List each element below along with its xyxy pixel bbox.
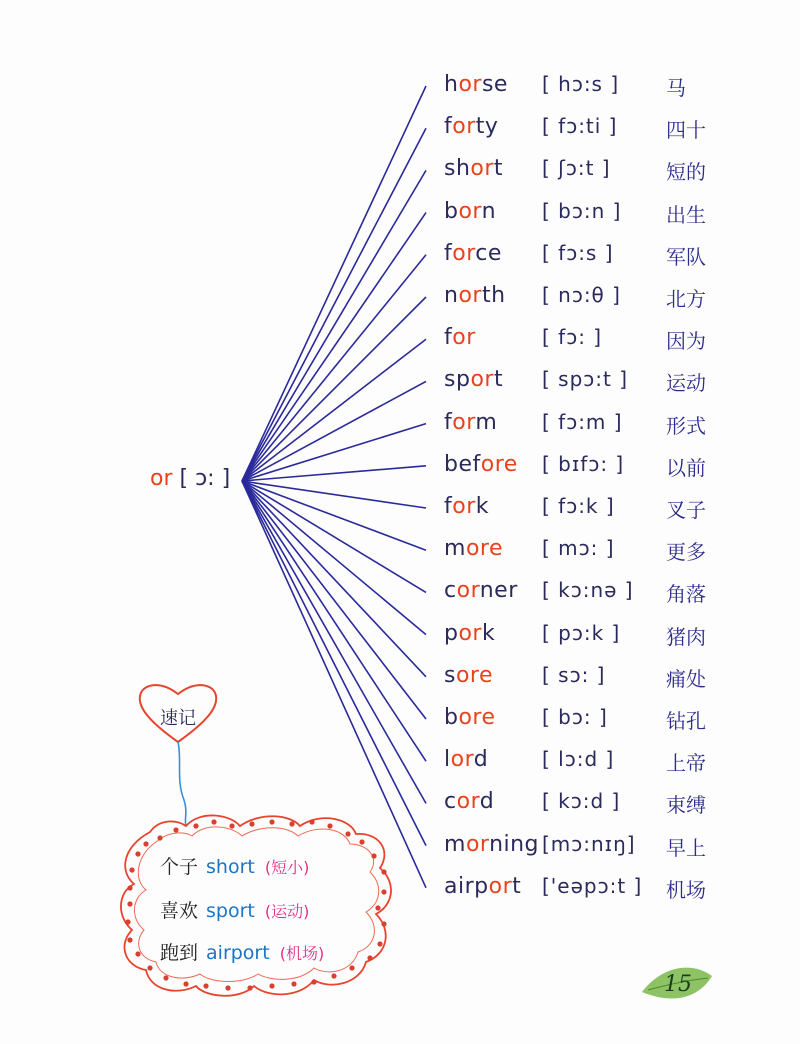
word-highlight: or [458,72,482,97]
word-part: n [444,283,459,308]
phonetic: [ nɔ:θ ] [542,283,621,307]
word-part: sh [444,156,471,182]
memo-pre: 个子 [160,856,199,878]
word-part: sp [444,367,471,393]
phonetic: [ bɔ: ] [542,705,608,729]
word-part: t [512,873,522,899]
phonetic: [ kɔ:nə ] [542,578,634,603]
chinese-meaning: 更多 [666,540,706,565]
chinese-meaning: 北方 [666,287,706,311]
phonetic: ['eəpɔ:t ] [542,873,643,898]
word-part: k [481,620,496,646]
chinese-meaning: 痛处 [666,666,706,691]
memo-paren: (机场) [279,944,325,963]
chinese-meaning: 上帝 [666,751,706,776]
phonetic: [ hɔ:s ] [542,72,620,96]
phonetic: [ lɔ:d ] [542,747,615,772]
word-part: m [444,536,466,562]
word-part: ty [475,114,499,140]
phonetic: [ sɔ: ] [542,662,606,687]
word-part: c [444,789,457,815]
word-part: m [475,409,498,435]
memo-en: short [206,856,255,878]
word-highlight: or [470,156,494,182]
word-highlight: or [450,747,474,773]
phonetic: [ bɪfɔ: ] [542,451,625,476]
word-part: l [444,747,451,773]
chinese-meaning: 以前 [666,455,706,480]
phonetic: [ fɔ:s ] [542,240,614,265]
phonetic: [ fɔ:ti ] [542,114,618,139]
phonetic: [ ʃɔ:t ] [542,156,611,181]
memo-line-2 [160,896,309,923]
hub-word: or [150,466,173,491]
word-part: f [444,494,453,519]
word-part: t [493,156,504,182]
word-highlight: ore [455,662,494,688]
heart-string-icon [178,742,186,826]
memo-line-3 [160,938,324,965]
word-part: b [444,198,459,224]
phonetic: [mɔ:nɪŋ] [542,831,636,856]
chinese-meaning: 形式 [666,413,706,438]
chinese-meaning: 马 [666,76,686,100]
phonetic: [ fɔ: ] [542,325,603,350]
word-highlight: or [452,114,476,140]
phonetic: [ bɔ:n ] [542,198,622,223]
chinese-meaning: 因为 [666,329,706,354]
word-highlight: or [470,367,494,393]
word-part: f [444,325,453,351]
chinese-meaning: 叉子 [666,498,706,522]
page-number: 15 [664,972,692,997]
phonetic: [ spɔ:t ] [542,367,629,392]
word-part: airp [444,873,489,899]
word-part: k [475,494,490,519]
memo-paren: (短小) [264,858,310,877]
word-part: bef [444,451,481,477]
word-highlight: or [452,409,476,435]
word-part: f [444,409,453,435]
word-part: f [444,114,453,140]
word-part: m [444,831,466,857]
chinese-meaning: 四十 [666,118,706,143]
phonetic: [ fɔ:m ] [542,409,623,434]
memo-pre: 喜欢 [160,900,199,922]
memo-en: sport [206,900,255,922]
word-highlight: or [458,283,482,308]
word-highlight: or [488,873,513,899]
word-highlight: or [465,831,490,857]
word-highlight: ore [465,536,503,562]
word-highlight: or [456,578,480,604]
phonetic: [ kɔ:d ] [542,789,621,814]
chinese-meaning: 角落 [666,582,706,607]
word-part: f [444,240,453,266]
word-highlight: ore [480,451,518,477]
word-part: th [481,283,506,308]
memo-paren: (运动) [264,902,310,921]
word-part: ce [475,240,502,266]
phonetic: [ pɔ:k ] [542,620,621,645]
word-part: n [481,198,497,224]
word-part: s [444,662,456,688]
word-highlight: ore [458,705,496,730]
word-part: b [444,705,459,730]
chinese-meaning: 出生 [666,202,706,227]
word-highlight: or [458,198,482,224]
phonetic: [ fɔ:k ] [542,494,615,518]
word-part: t [493,367,504,393]
word-highlight: or [452,325,476,351]
chinese-meaning: 早上 [666,835,706,860]
chinese-meaning: 运动 [666,371,706,396]
word-part: p [444,620,459,646]
word-highlight: or [452,240,476,266]
word-part: se [481,72,508,97]
heart-label: 速记 [160,708,196,729]
word-part: d [479,789,495,815]
word-part: h [444,72,459,97]
memo-line-1 [160,852,309,879]
word-part: d [473,747,489,773]
word-part: ner [479,578,518,604]
chinese-meaning: 猪肉 [666,624,706,649]
phonetic: [ mɔ: ] [542,536,615,561]
chinese-meaning: 机场 [666,877,706,902]
chinese-meaning: 钻孔 [666,709,706,733]
word-highlight: or [456,789,480,815]
memo-pre: 跑到 [160,942,199,964]
word-part: ning [489,831,540,857]
hub-ipa: [ ɔ: ] [179,466,231,491]
memo-en: airport [206,942,270,964]
chinese-meaning: 短的 [666,160,706,185]
chinese-meaning: 束缚 [666,793,706,818]
word-highlight: or [452,494,476,519]
word-part: c [444,578,457,604]
word-highlight: or [458,620,482,646]
chinese-meaning: 军队 [666,244,706,269]
